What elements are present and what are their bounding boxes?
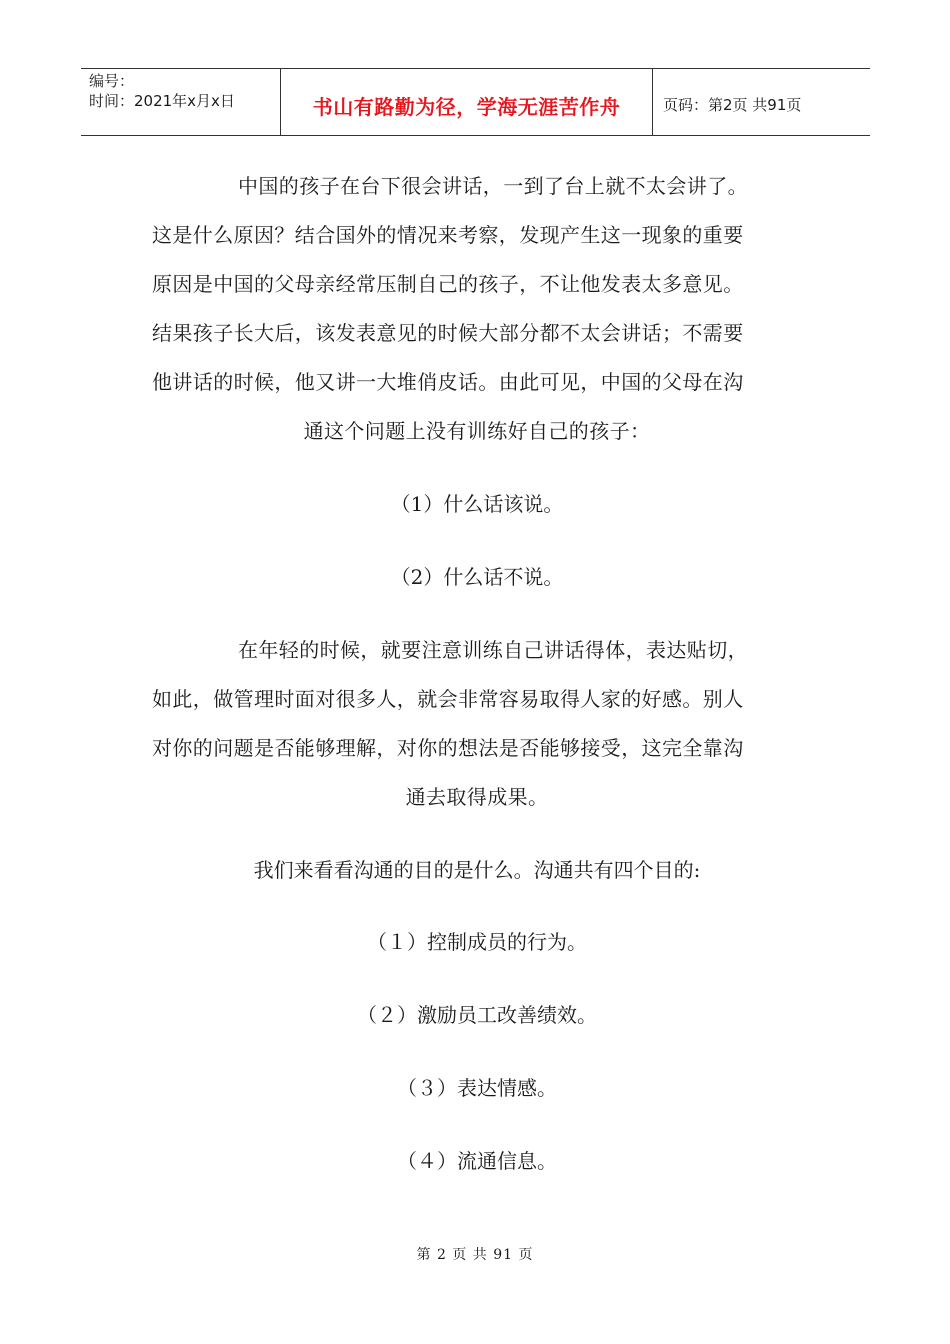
paragraph-line: 中国的孩子在台下很会讲话，一到了台上就不太会讲了。 [238, 174, 748, 198]
paragraph-line: 通去取得成果。 [405, 785, 549, 809]
page-footer: 第 2 页 共 91 页 [416, 1247, 534, 1263]
list-item: （1）什么话该说。 [390, 492, 564, 516]
paragraph-3: 我们来看看沟通的目的是什么。沟通共有四个目的: [253, 858, 701, 882]
paragraph-line: 对你的问题是否能够理解，对你的想法是否能够接受，这完全靠沟 [152, 736, 744, 760]
list-item: （１）控制成员的行为。 [367, 930, 587, 954]
paragraph-line: 他讲话的时候，他又讲一大堆俏皮话。由此可见，中国的父母在沟 [152, 370, 744, 394]
paragraph-line: 结果孩子长大后，该发表意见的时候大部分都不太会讲话；不需要 [152, 321, 744, 345]
list-item: （２）激励员工改善绩效。 [357, 1003, 597, 1027]
paragraph-line: 原因是中国的父母亲经常压制自己的孩子，不让他发表太多意见。 [152, 272, 744, 296]
paragraph-line: 在年轻的时候，就要注意训练自己讲话得体，表达贴切， [238, 638, 748, 662]
header-meta-cell [81, 69, 281, 135]
paragraph-line: 通这个问题上没有训练好自己的孩子： [303, 419, 651, 443]
document-number-label: 编号： [89, 72, 135, 90]
page-header [81, 68, 870, 136]
list-item: （４）流通信息。 [397, 1149, 557, 1173]
header-page-code: 页码：第2页 共91页 [663, 95, 802, 114]
list-item: （３）表达情感。 [397, 1076, 557, 1100]
list-item: （2）什么话不说。 [390, 565, 564, 589]
header-motto: 书山有路勤为径，学海无涯苦作舟 [312, 94, 621, 119]
document-time-label: 时间：2021年x月x日 [89, 92, 235, 110]
paragraph-line: 这是什么原因？结合国外的情况来考察，发现产生这一现象的重要 [152, 223, 744, 247]
paragraph-1 [152, 162, 802, 456]
paragraph-line: 如此，做管理时面对很多人，就会非常容易取得人家的好感。别人 [152, 687, 744, 711]
paragraph-2 [152, 626, 802, 822]
header-motto-cell [281, 69, 653, 135]
header-page-cell [653, 69, 870, 135]
